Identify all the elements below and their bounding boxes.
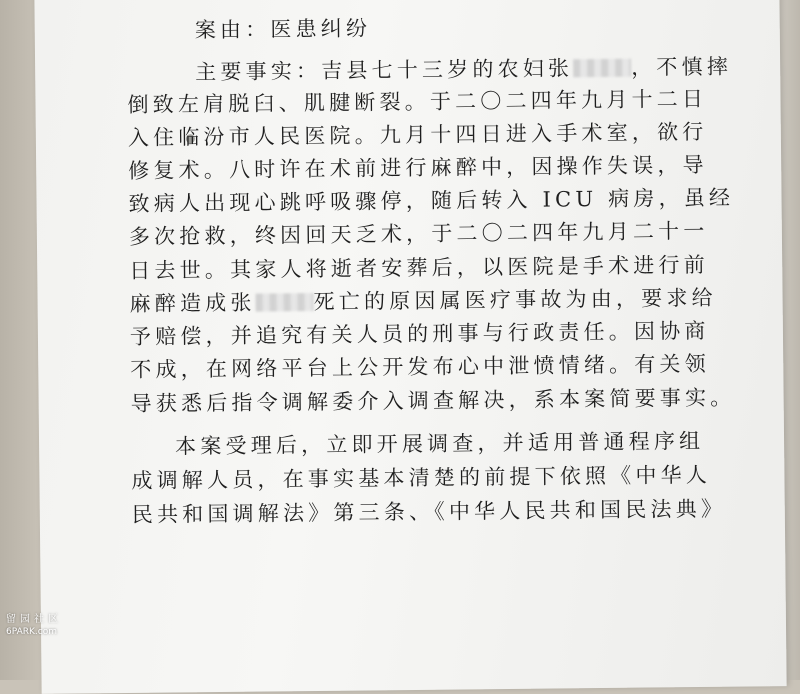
body-line [128,151,708,185]
body-line-text: 倒致左肩脱臼、肌腱断裂。于二〇二四年九月十二日 [127,86,708,117]
redacted-name [573,59,631,78]
watermark-en: 6PARK.com [6,627,57,637]
body-line [131,461,711,495]
main-facts-text-end: ，不慎摔 [631,54,733,80]
body-line-text: 不成，在网络平台上公开发布心中泄愤情绪。有关领 [130,351,711,382]
body-line [132,495,727,529]
body-line [128,184,734,218]
body-line [129,251,709,285]
redacted-name [256,293,314,312]
body-line [130,350,710,384]
body-line-text: 修复术。八时许在术前进行麻醉中，因操作失误，导 [128,152,708,183]
body-line [130,317,710,351]
body-line [128,118,708,152]
paper-page [34,0,786,694]
body-line [175,427,704,461]
body-line-text: 予赔偿，并追究有关人员的刑事与行政责任。因协商 [129,318,710,349]
body-line [131,384,736,418]
body-line-text: 入住临汾市人民医院。九月十四日进入手术室，欲行 [127,119,708,150]
body-line-text: 导获悉后指令调解委介入调查解决，系本案简要事实。 [130,385,736,416]
case-cause-text: 案由：医患纠纷 [194,16,372,43]
main-facts-line [195,53,732,87]
body-line [129,284,716,318]
body-line [129,217,709,251]
body-line-text: 麻醉造成张 [129,290,256,316]
body-line-text: 本案受理后，立即开展调查，并适用普通程序组 [174,428,705,459]
watermark-cn: 留园社区 [6,614,62,625]
main-facts-text: 主要事实：吉县七十三岁的农妇张 [195,56,574,85]
body-line-text: 多次抢救，终因回天乏术，于二〇二四年九月二十一 [128,218,709,249]
body-line-text-end: 死亡的原因属医疗事故为由，要求给 [313,285,717,315]
body-line-text: 成调解人员，在事实基本清楚的前提下依照《中华人 [131,462,712,493]
case-cause-line [195,14,372,44]
watermark [6,610,62,637]
body-line-text: 民共和国调解法》第三条、《中华人民共和国民法典》 [131,496,727,527]
body-line [127,85,707,119]
body-line-text: 致病人出现心跳呼吸骤停，随后转入 ICU 病房，虽经 [128,185,735,216]
body-line-text: 日去世。其家人将逝者安葬后，以医院是手术进行前 [129,252,709,283]
